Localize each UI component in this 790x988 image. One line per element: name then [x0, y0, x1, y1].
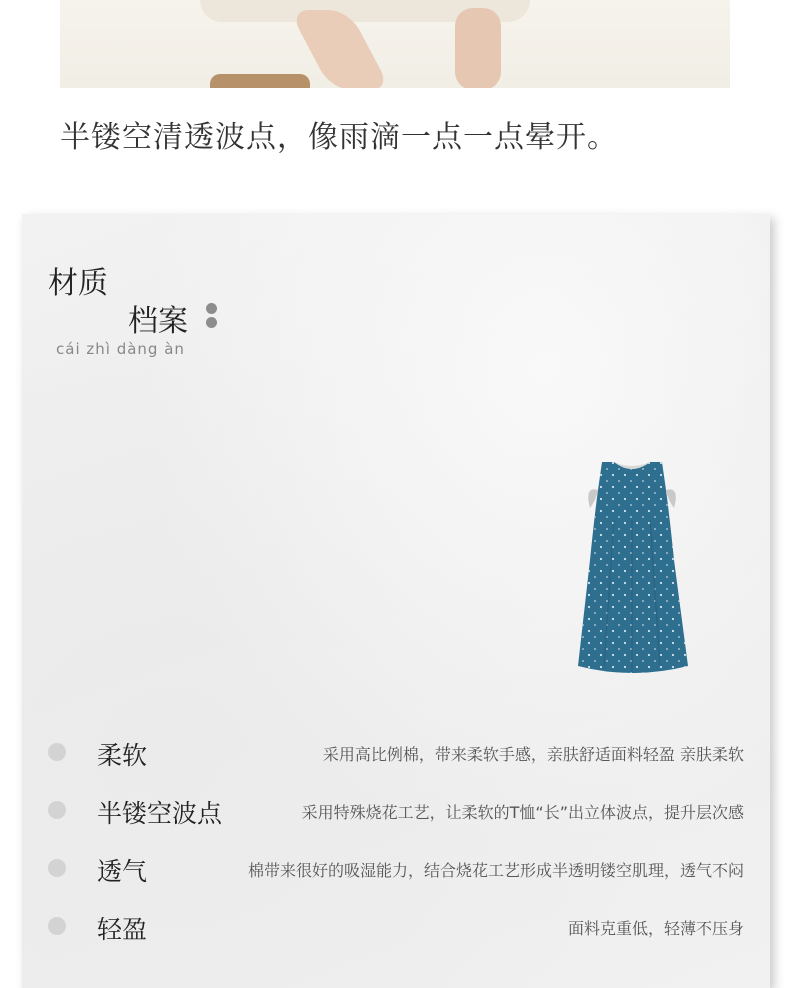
right-leg	[455, 8, 501, 88]
bullet-icon	[48, 801, 66, 819]
feature-name: 透气	[97, 857, 148, 886]
feature-row-light	[22, 908, 770, 948]
feature-desc: 采用特殊烧花工艺，让柔软的T恤“长”出立体波点，提升层次感	[301, 803, 744, 822]
sandal	[210, 74, 310, 88]
feature-desc: 棉带来很好的吸湿能力，结合烧花工艺形成半透明镂空肌理，透气不闷	[247, 861, 744, 880]
photo-caption: 半镂空清透波点，像雨滴一点一点晕开。	[60, 120, 618, 155]
feature-row-dots	[22, 792, 770, 832]
dress-image	[574, 460, 690, 678]
feature-name: 半镂空波点	[97, 799, 223, 828]
colon-dots-icon	[206, 303, 218, 331]
model-photo	[60, 0, 730, 88]
feature-row-soft	[22, 734, 770, 774]
bullet-icon	[48, 917, 66, 935]
section-title-line2: 档案	[128, 304, 188, 339]
feature-name: 柔软	[97, 741, 148, 770]
feature-desc: 面料克重低，轻薄不压身	[567, 919, 744, 938]
bullet-icon	[48, 743, 66, 761]
feature-desc: 采用高比例棉，带来柔软手感，亲肤舒适面料轻盈 亲肤柔软	[322, 745, 744, 764]
bullet-icon	[48, 859, 66, 877]
section-pinyin: cái zhì dàng àn	[56, 340, 185, 358]
feature-name: 轻盈	[97, 915, 148, 944]
section-title-line1: 材质	[48, 266, 108, 301]
feature-row-breathable	[22, 850, 770, 890]
material-card	[22, 214, 770, 988]
